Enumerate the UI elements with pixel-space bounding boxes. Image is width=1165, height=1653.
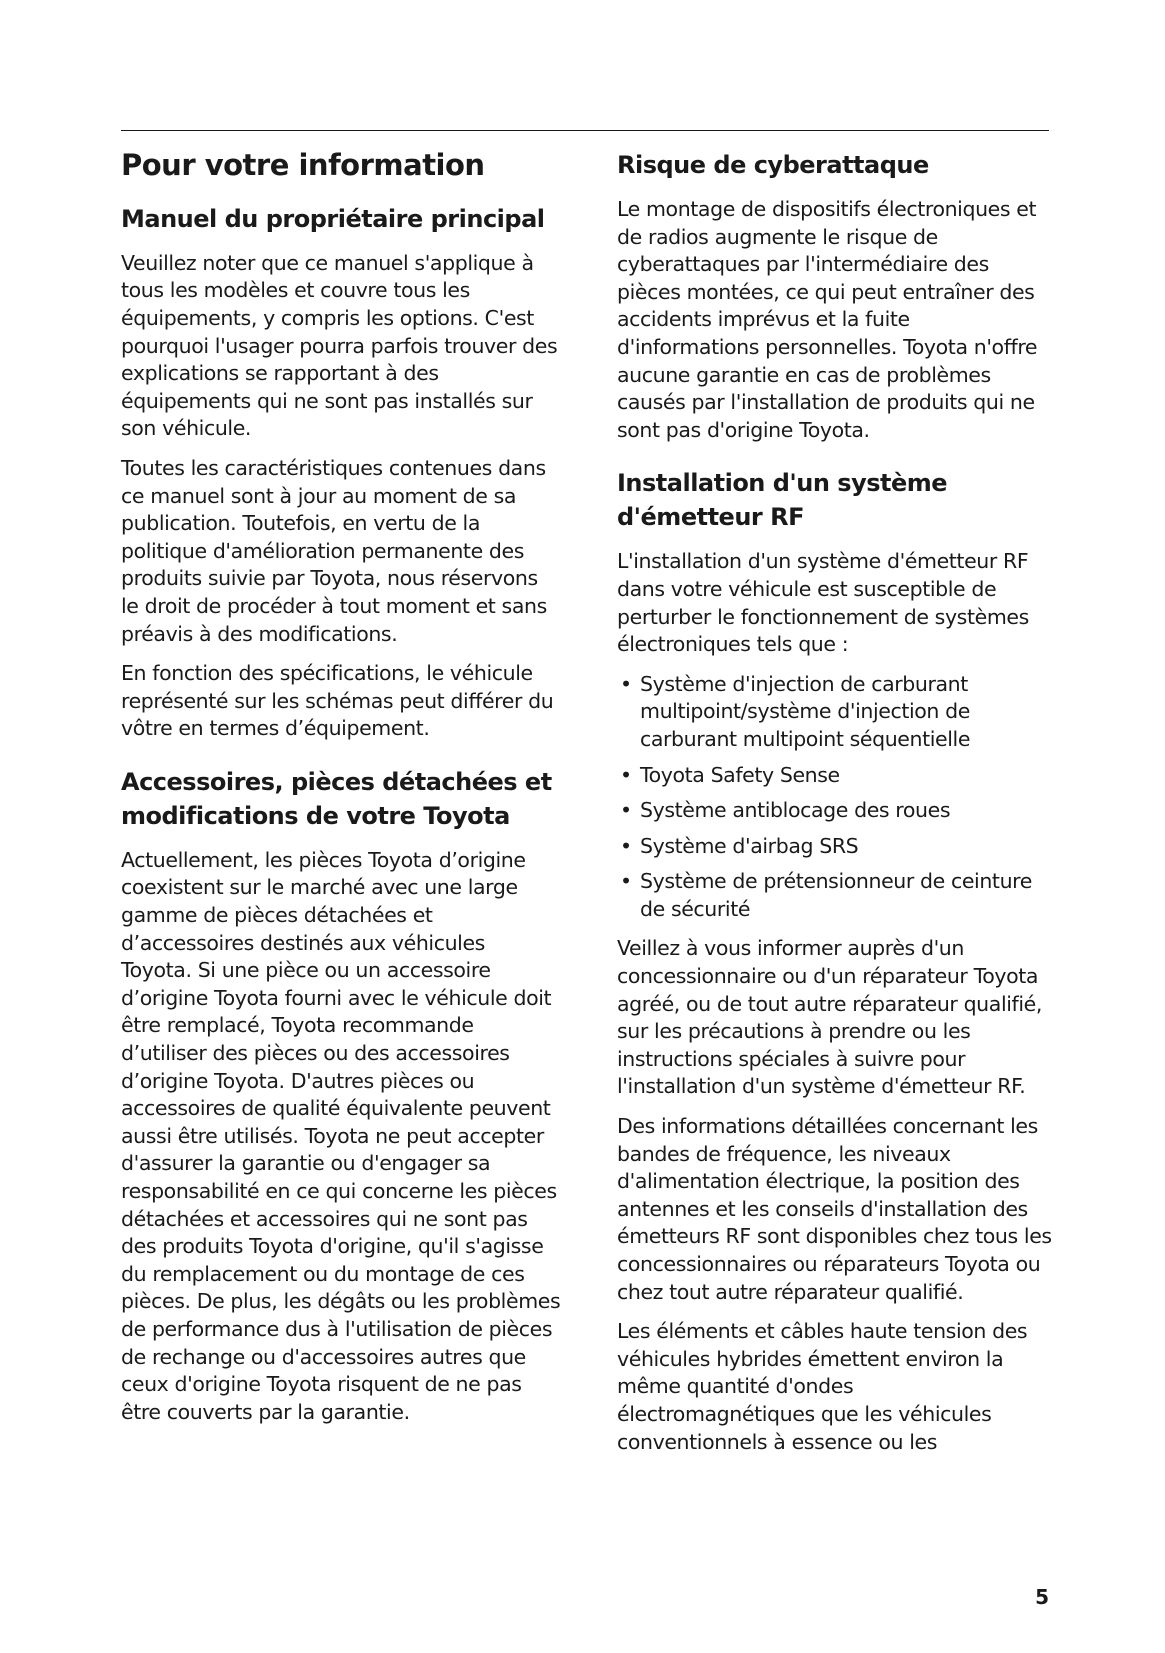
- list-item-text: Système d'injection de carburant multipoint/système d'injection de carburant multipoint séquentielle: [640, 671, 971, 751]
- paragraph: Veillez à vous informer auprès d'un concessionnaire ou d'un réparateur Toyota agréé, ou de tout autre réparateur qualifié, sur les précautions à prendre ou les instructions spéciales à suivre pour l'installation d'un système d'émetteur RF.: [617, 936, 1042, 1099]
- bullet-icon: •: [620, 671, 632, 696]
- section-heading-rf-transmitter: Installation d'un système d'émetteur RF: [617, 469, 948, 532]
- list-item: [617, 797, 1057, 825]
- paragraph: En fonction des spécifications, le véhicule représenté sur les schémas peut différer du vôtre en termes d’équipement.: [121, 661, 554, 741]
- right-column: [617, 148, 1057, 1468]
- paragraph: Des informations détaillées concernant les bandes de fréquence, les niveaux d'alimentation électrique, la position des antennes et les conseils d'installation des émetteurs RF sont disponibles chez tous les concessionnaires ou réparateurs Toyota ou chez tout autre réparateur qualifié.: [617, 1114, 1052, 1304]
- page-title: Pour votre information: [121, 148, 485, 182]
- list-item: [617, 868, 1057, 923]
- bullet-icon: •: [620, 833, 632, 858]
- list-item-text: Système antiblocage des roues: [640, 798, 951, 823]
- left-column: [121, 148, 561, 1438]
- bullet-icon: •: [620, 798, 632, 823]
- list-item: [617, 833, 1057, 861]
- bullet-icon: •: [620, 762, 632, 787]
- paragraph: Actuellement, les pièces Toyota d’origine coexistent sur le marché avec une large gamme de pièces détachées et d’accessoires destinés aux véhicules Toyota. Si une pièce ou un accessoire d’origine Toyota fourni avec le véhicule doit être remplacé, Toyota recommande d’utiliser des pièces ou des accessoires d’origine Toyota. D'autres pièces ou accessoires de qualité équivalente peuvent aussi être utilisés. Toyota ne peut accepter d'assurer la garantie ou d'engager sa responsabilité en ce qui concerne les pièces détachées et accessoires qui ne sont pas des produits Toyota d'origine, qu'il s'agisse du remplacement ou du montage de ces pièces. De plus, les dégâts ou les problèmes de performance dus à l'utilisation de pièces de rechange ou d'accessoires autres que ceux d'origine Toyota risquent de ne pas être couverts par la garantie.: [121, 847, 561, 1424]
- paragraph: Le montage de dispositifs électroniques et de radios augmente le risque de cyberattaques par l'intermédiaire des pièces montées, ce qui peut entraîner des accidents imprévus et la fuite d'informations personnelles. Toyota n'offre aucune garantie en cas de problèmes causés par l'installation de produits qui ne sont pas d'origine Toyota.: [617, 197, 1038, 442]
- paragraph: Veuillez noter que ce manuel s'applique à tous les modèles et couvre tous les équipements, y compris les options. C'est pourquoi l'usager pourra parfois trouver des explications se rapportant à des équipements qui ne sont pas installés sur son véhicule.: [121, 250, 558, 441]
- page-number: 5: [1035, 1585, 1049, 1609]
- list-item: [617, 671, 1057, 754]
- list-item-text: Système de prétensionneur de ceinture de sécurité: [640, 869, 1032, 921]
- section-heading-cyberattack: Risque de cyberattaque: [617, 151, 929, 179]
- top-divider: [121, 130, 1049, 131]
- paragraph: L'installation d'un système d'émetteur RF dans votre véhicule est susceptible de perturber le fonctionnement de systèmes électroniques tels que :: [617, 549, 1029, 657]
- paragraph: Toutes les caractéristiques contenues dans ce manuel sont à jour au moment de sa publication. Toutefois, en vertu de la politique d'amélioration permanente des produits suivie par Toyota, nous réservons le droit de procéder à tout moment et sans préavis à des modifications.: [121, 455, 547, 646]
- bullet-icon: •: [620, 869, 632, 894]
- section-heading-accessories: Accessoires, pièces détachées et modifications de votre Toyota: [121, 767, 552, 830]
- list-item-text: Système d'airbag SRS: [640, 833, 859, 858]
- section-heading-owners-manual: Manuel du propriétaire principal: [121, 204, 545, 233]
- paragraph: Les éléments et câbles haute tension des véhicules hybrides émettent environ la même quantité d'ondes électromagnétiques que les véhicules conventionnels à essence ou les: [617, 1319, 1028, 1454]
- list-item: [617, 762, 1057, 790]
- bullet-list: [617, 671, 1057, 924]
- list-item-text: Toyota Safety Sense: [640, 762, 840, 787]
